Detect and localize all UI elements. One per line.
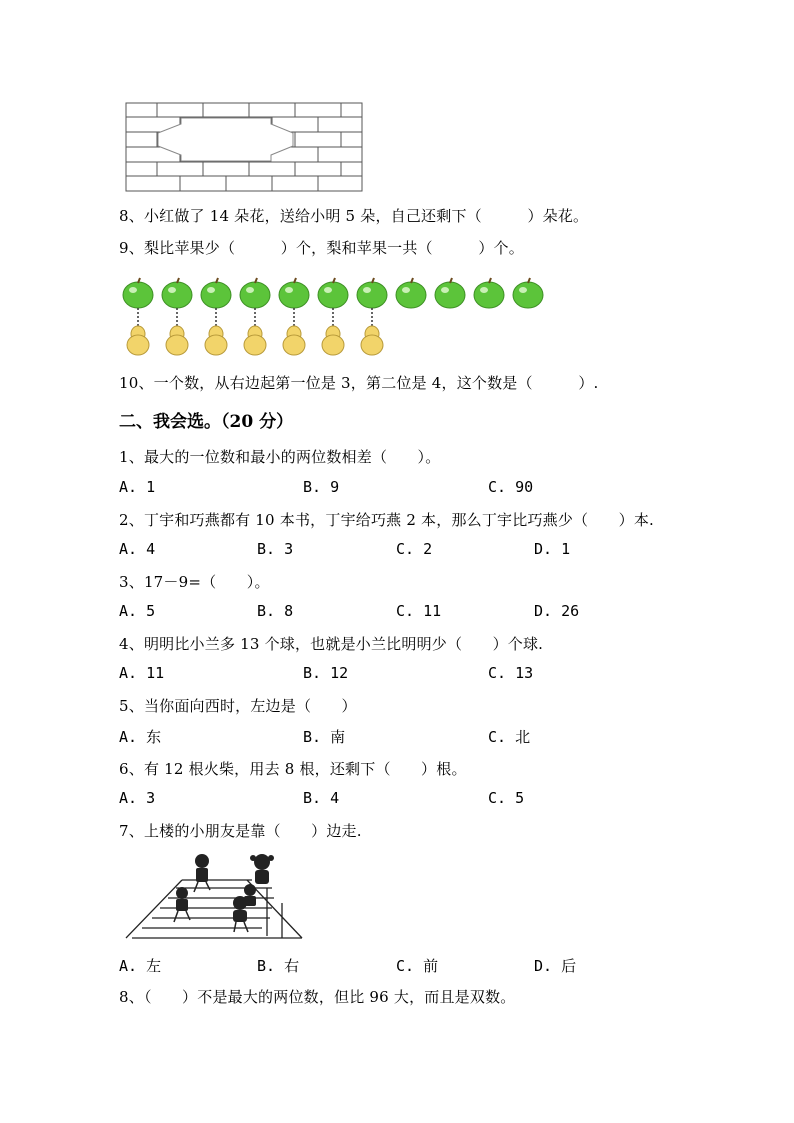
apple-icon [357,278,387,308]
choice-option: C. 13 [488,664,534,682]
apples-pears-figure [120,278,550,358]
choice-option: C. 11 [396,602,442,620]
question-10-number: 10、一个数，从右边起第一位是 3，第二位是 4，这个数是（ ）. [119,374,599,392]
choice-option: B. 右 [257,957,300,975]
choice-option: B. 12 [303,664,349,682]
choice-option: B. 南 [303,728,346,746]
question-8-flowers: 8、小红做了 14 朵花，送给小明 5 朵，自己还剩下（ ）朵花。 [119,207,589,225]
choice-question-5: 5、当你面向西时，左边是（ ） [119,697,357,715]
brick-wall-figure [125,102,365,194]
choice-option: A. 4 [119,540,156,558]
apple-icon [318,278,348,308]
choice-option: C. 90 [488,478,534,496]
apple-icon [162,278,192,308]
choice-question-4: 4、明明比小兰多 13 个球，也就是小兰比明明少（ ）个球. [119,635,544,653]
choice-question-2: 2、丁宇和巧燕都有 10 本书，丁宇给巧燕 2 本，那么丁宇比巧燕少（ ）本. [119,511,655,529]
pear-icon [205,308,227,355]
choice-option: A. 3 [119,789,156,807]
section-heading-choose: 二、我会选。（20 分） [119,412,294,432]
choice-option: D. 1 [534,540,571,558]
pear-icon [127,308,149,355]
choice-option: A. 11 [119,664,165,682]
choice-option: D. 后 [534,957,577,975]
apple-icon [474,278,504,308]
choice-option: B. 8 [257,602,294,620]
choice-option: D. 26 [534,602,580,620]
choice-option: C. 前 [396,957,439,975]
pear-icon [361,308,383,355]
pear-icon [166,308,188,355]
pear-icon [283,308,305,355]
question-9-pears-apples: 9、梨比苹果少（ ）个，梨和苹果一共（ ）个。 [119,239,524,257]
choice-option: A. 东 [119,728,162,746]
apple-icon [123,278,153,308]
pear-icon [244,308,266,355]
choice-option: C. 2 [396,540,433,558]
choice-option: B. 9 [303,478,340,496]
choice-option: C. 北 [488,728,531,746]
pear-icon [322,308,344,355]
choice-question-6: 6、有 12 根火柴，用去 8 根，还剩下（ ）根。 [119,760,467,778]
apple-icon [279,278,309,308]
stairs-children-figure [122,848,312,943]
choice-question-1: 1、最大的一位数和最小的两位数相差（ ）。 [119,448,441,466]
apple-icon [201,278,231,308]
apple-icon [513,278,543,308]
choice-option: B. 3 [257,540,294,558]
choice-question-8: 8、（ ）不是最大的两位数，但比 96 大，而且是双数。 [119,988,516,1006]
choice-option: C. 5 [488,789,525,807]
choice-option: A. 左 [119,957,162,975]
apple-icon [240,278,270,308]
choice-question-7: 7、上楼的小朋友是靠（ ）边走. [119,822,362,840]
apple-icon [396,278,426,308]
choice-option: B. 4 [303,789,340,807]
apple-icon [435,278,465,308]
choice-question-3: 3、17－9=（ ）。 [119,573,270,591]
choice-option: A. 1 [119,478,156,496]
choice-option: A. 5 [119,602,156,620]
